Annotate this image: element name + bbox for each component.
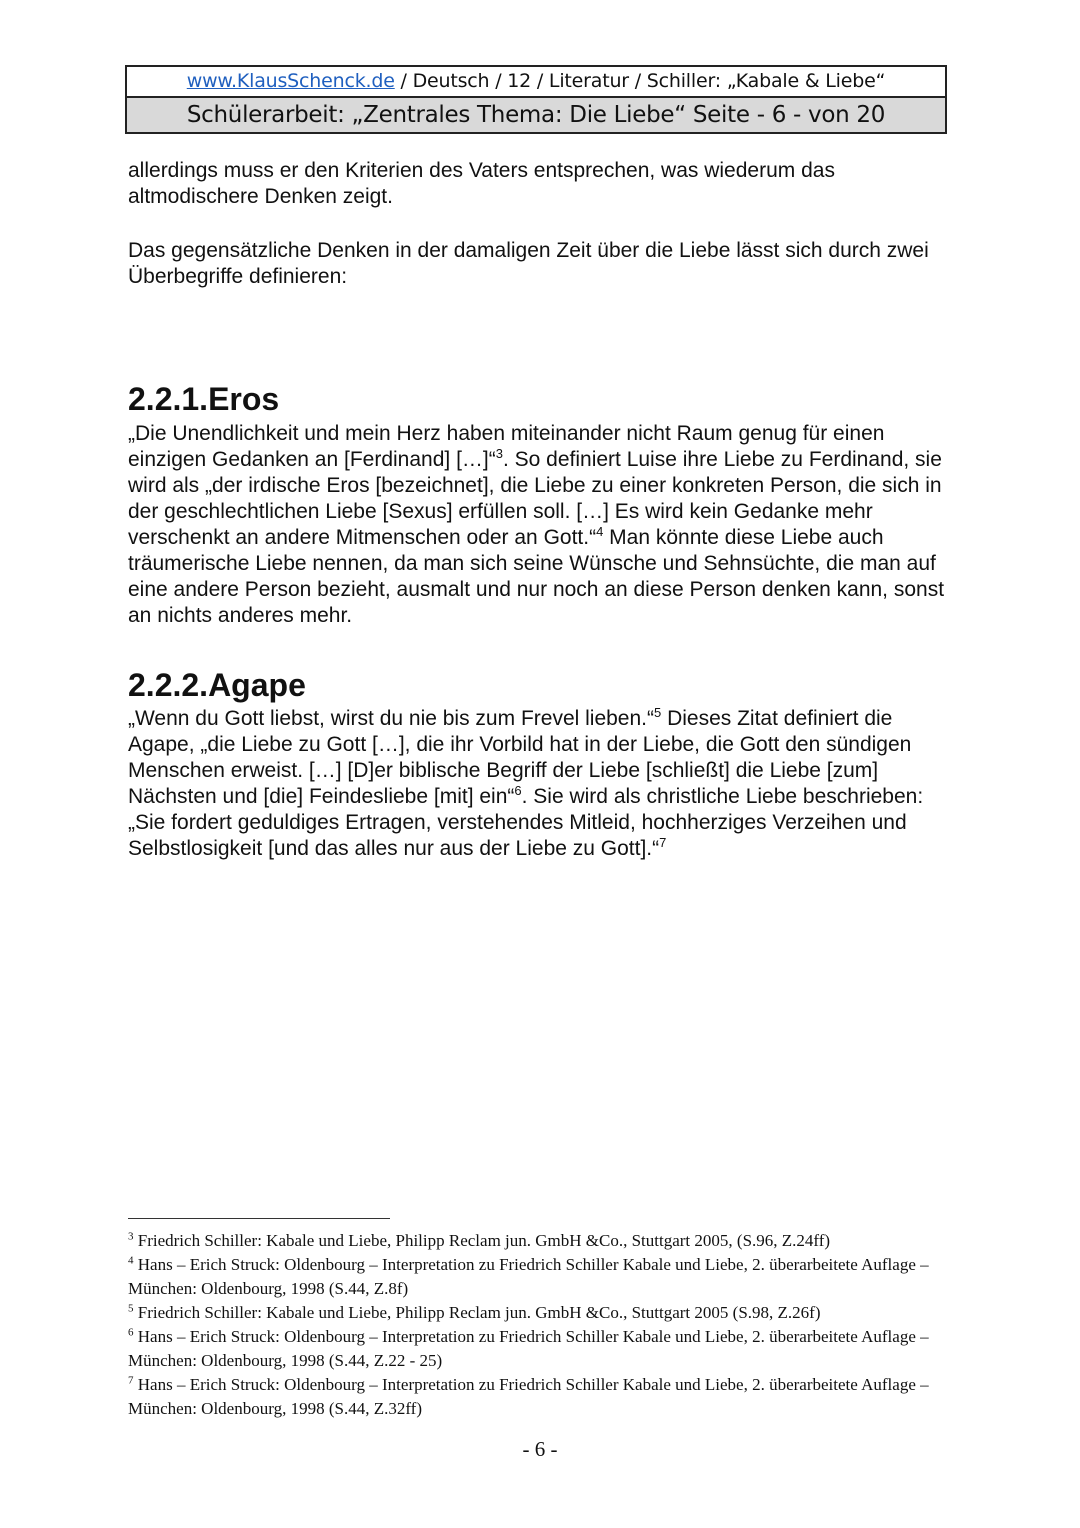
footnote-ref-7[interactable]: 7 bbox=[659, 835, 667, 850]
footnotes bbox=[128, 1229, 948, 1421]
footnote-text: Friedrich Schiller: Kabale und Liebe, Philipp Reclam jun. GmbH &Co., Stuttgart 2005, (S.96, Z.24ff) bbox=[133, 1231, 831, 1250]
footnote-text: Hans – Erich Struck: Oldenbourg – Interpretation zu Friedrich Schiller Kabale und Liebe, 2. überarbeitete Auflage – München: Oldenbourg, 1998 (S.44, Z.32ff) bbox=[128, 1375, 929, 1418]
footnote-text: Hans – Erich Struck: Oldenbourg – Interpretation zu Friedrich Schiller Kabale und Liebe, 2. überarbeitete Auflage – München: Oldenbourg, 1998 (S.44, Z.8f) bbox=[128, 1255, 929, 1298]
eros-paragraph bbox=[128, 421, 948, 629]
agape-text-c: . Sie wird als christliche Liebe beschrieben: „Sie fordert geduldiges Ertragen, verstehendes Mitleid, hochherziges Verzeihen und Selbstlosigkeit [und das alles nur aus der Liebe zu Gott].“ bbox=[128, 785, 924, 860]
footnote-5 bbox=[128, 1301, 948, 1325]
intro-paragraph-2: Das gegensätzliche Denken in der damaligen Zeit über die Liebe lässt sich durch zwei Überbegriffe definieren: bbox=[128, 239, 929, 288]
footnote-ref-3[interactable]: 3 bbox=[495, 446, 503, 461]
footnote-3 bbox=[128, 1229, 948, 1253]
footnote-number: 7 bbox=[128, 1374, 134, 1387]
breadcrumb-path: / Deutsch / 12 / Literatur / Schiller: „Kabale & Liebe“ bbox=[394, 70, 886, 92]
eros-text-b: . So definiert Luise ihre Liebe zu Ferdinand, sie wird als „der irdische Eros [bezeichnet], die Liebe zu einer konkreten Person, die sich in der geschlechtlichen Liebe [Sexus] erfüllen soll. […] Es wird kein Gedanke mehr verschenkt an andere Mitmenschen oder an Gott.“ bbox=[128, 448, 942, 549]
agape-heading: 2.2.2.Agape bbox=[128, 667, 306, 703]
footnote-text: Hans – Erich Struck: Oldenbourg – Interpretation zu Friedrich Schiller Kabale und Liebe, 2. überarbeitete Auflage – München: Oldenbourg, 1998 (S.44, Z.22 - 25) bbox=[128, 1327, 929, 1370]
footnote-6 bbox=[128, 1325, 948, 1373]
footnote-7 bbox=[128, 1373, 948, 1421]
footnote-4 bbox=[128, 1253, 948, 1301]
website-link[interactable]: www.KlausSchenck.de bbox=[186, 70, 395, 92]
footnote-divider bbox=[128, 1218, 390, 1219]
agape-text-a: „Wenn du Gott liebst, wirst du nie bis zum Frevel lieben.“ bbox=[128, 707, 654, 730]
footnote-number: 4 bbox=[128, 1254, 134, 1267]
page-header bbox=[125, 65, 947, 134]
intro-paragraph-1: allerdings muss er den Kriterien des Vaters entsprechen, was wiederum das altmodischere Denken zeigt. bbox=[128, 159, 835, 208]
header-breadcrumb bbox=[127, 67, 945, 98]
footnote-number: 6 bbox=[128, 1326, 134, 1339]
page-number: - 6 - bbox=[522, 1437, 558, 1461]
footnote-number: 5 bbox=[128, 1302, 134, 1315]
agape-paragraph bbox=[128, 706, 948, 862]
agape-text-b: Dieses Zitat definiert die Agape, „die Liebe zu Gott […], die ihr Vorbild hat in der Liebe, die Gott den sündigen Menschen erweist. […] [D]er biblische Begriff der Liebe [schließt] die Liebe [zum] Nächsten und [die] Feindesliebe [mit] ein“ bbox=[128, 707, 912, 808]
footnote-ref-6[interactable]: 6 bbox=[514, 783, 522, 798]
footnote-ref-5[interactable]: 5 bbox=[654, 705, 662, 720]
footnote-ref-4[interactable]: 4 bbox=[596, 524, 604, 539]
footnote-text: Friedrich Schiller: Kabale und Liebe, Philipp Reclam jun. GmbH &Co., Stuttgart 2005 (S.98, Z.26f) bbox=[133, 1303, 821, 1322]
eros-text-a: „Die Unendlichkeit und mein Herz haben miteinander nicht Raum genug für einen einzigen Gedanken an [Ferdinand] […]“ bbox=[128, 422, 885, 471]
footnote-number: 3 bbox=[128, 1230, 134, 1243]
header-subtitle: Schülerarbeit: „Zentrales Thema: Die Liebe“ Seite - 6 - von 20 bbox=[127, 98, 945, 132]
eros-heading: 2.2.1.Eros bbox=[128, 381, 280, 417]
eros-text-c: Man könnte diese Liebe auch träumerische Liebe nennen, da man sich seine Wünsche und Sehnsüchte, die man auf eine andere Person bezieht, ausmalt und nur noch an diese Person denken kann, sonst an nichts anderes mehr. bbox=[128, 526, 945, 627]
